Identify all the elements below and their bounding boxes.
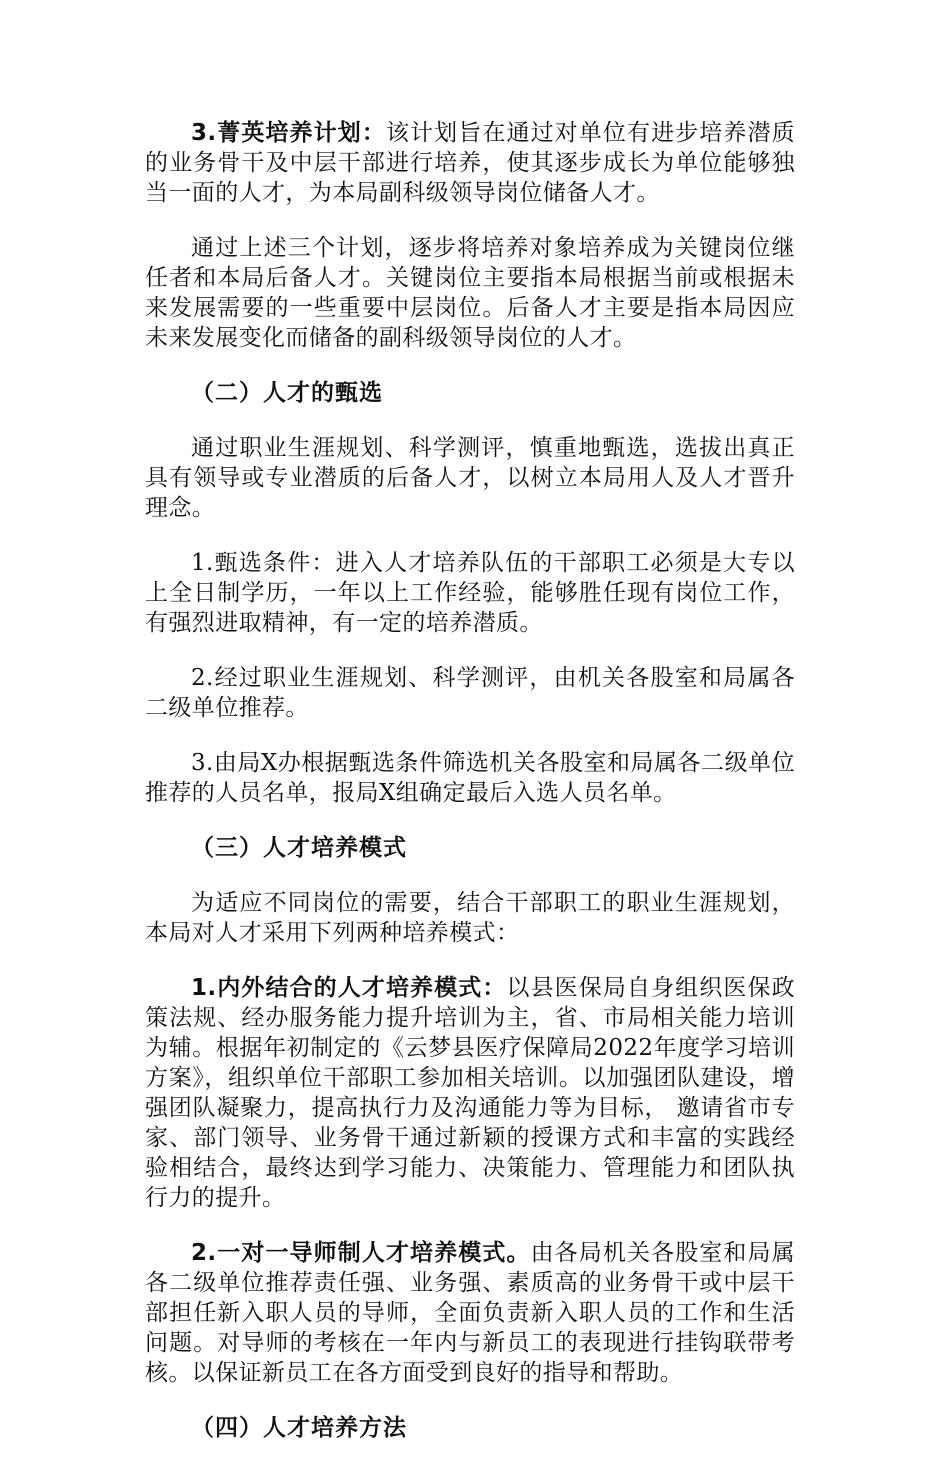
section-heading-talent-selection: （二）人才的甄选 [191, 380, 383, 406]
section-heading-training-modes: （三）人才培养模式 [191, 835, 407, 861]
paragraph-lead: 1.内外结合的人才培养模式： [191, 975, 507, 1001]
paragraph-text: 1.甄选条件：进入人才培养队伍的干部职工必须是大专以上全日制学历，一年以上工作经验，能够胜任现有岗位工作，有强烈进取精神，有一定的培养潜质。 [145, 550, 795, 636]
paragraph-selection-recommendation [145, 663, 795, 723]
paragraph-text: 为适应不同岗位的需要，结合干部职工的职业生涯规划，本局对人才采用下列两种培养模式： [145, 890, 795, 946]
paragraph-text: 该计划旨在通过对单位有进步培养潜质的业务骨干及中层干部进行培养，使其逐步成长为单位能够独当一面的人才，为本局副科级领导岗位储备人才。 [145, 120, 795, 206]
paragraph-text: 以县医保局自身组织医保政策法规、经办服务能力提升培训为主，省、市局相关能力培训为辅。根据年初制定的《云梦县医疗保障局2022年度学习培训方案》，组织单位干部职工参加相关培训。以加强团队建设，增强团队凝聚力，提高执行力及沟通能力等为目标， 邀请省市专家、部门领导、业务骨干通过新颖的授课方式和丰富的实践经验相结合，最终达到学习能力、决策能力、管理能力和团队执行力的提升。 [145, 975, 795, 1211]
paragraph-lead: 3.菁英培养计划： [191, 120, 386, 146]
paragraph-text: 由各局机关各股室和局属各二级单位推荐责任强、业务强、素质高的业务骨干或中层干部担任新入职人员的导师，全面负责新入职人员的工作和生活问题。对导师的考核在一年内与新员工的表现进行挂钩联带考核。以保证新员工在各方面受到良好的指导和帮助。 [145, 1240, 795, 1386]
document-body [145, 118, 795, 1468]
section-heading-training-methods: （四）人才培养方法 [191, 1415, 407, 1441]
paragraph-text: 3.由局X办根据甄选条件筛选机关各股室和局属各二级单位推荐的人员名单，报局X组确定最后入选人员名单。 [145, 750, 795, 806]
paragraph-text: 通过职业生涯规划、科学测评，慎重地甄选，选拔出真正具有领导或专业潜质的后备人才，以树立本局用人及人才晋升理念。 [145, 435, 795, 521]
paragraph-lead: 2.一对一导师制人才培养模式。 [191, 1240, 531, 1266]
paragraph-text: 通过上述三个计划，逐步将培养对象培养成为关键岗位继任者和本局后备人才。关键岗位主要指本局根据当前或根据未来发展需要的一些重要中层岗位。后备人才主要是指本局因应未来发展变化而储备的副科级领导岗位的人才。 [145, 235, 795, 351]
paragraph-modes-intro [145, 888, 795, 948]
paragraph-elite-plan [145, 118, 795, 208]
paragraph-internal-external-mode [145, 973, 795, 1213]
paragraph-text: 2.经过职业生涯规划、科学测评，由机关各股室和局属各二级单位推荐。 [145, 665, 795, 721]
paragraph-three-plans-summary [145, 233, 795, 353]
paragraph-selection-intro [145, 433, 795, 523]
paragraph-mentor-mode [145, 1238, 795, 1388]
paragraph-selection-final-list [145, 748, 795, 808]
paragraph-selection-conditions [145, 548, 795, 638]
